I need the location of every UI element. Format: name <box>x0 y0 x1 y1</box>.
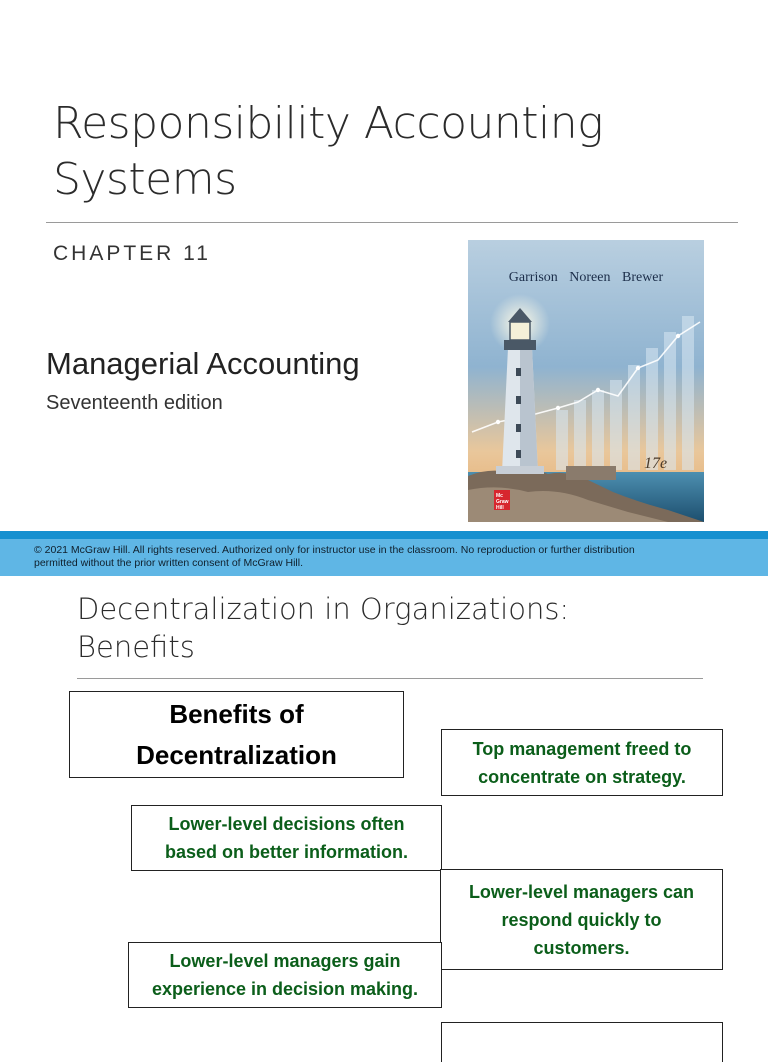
cover-authors: Garrison Noreen Brewer <box>508 270 664 285</box>
benefit-text-line: customers. <box>533 937 630 958</box>
cover-edition-mark: 17e <box>644 455 668 472</box>
copyright-line-2: permitted without the prior written consent of McGraw Hill. <box>34 557 304 569</box>
benefit-text-line: Lower-level decisions often <box>168 814 405 834</box>
book-title: Managerial Accounting <box>46 346 360 381</box>
benefit-box-experience <box>128 942 442 1008</box>
title-divider <box>77 678 703 679</box>
benefit-box-customers <box>440 869 723 970</box>
copyright-notice <box>34 544 734 570</box>
benefit-text-line: respond quickly to <box>501 909 662 930</box>
logo-line-1: Mc <box>496 493 503 499</box>
benefit-text-line: experience in decision making. <box>151 979 419 999</box>
logo-line-2: Graw <box>496 499 509 505</box>
footer-band <box>0 539 768 576</box>
slide-title-line-1: Decentralization in Organizations: <box>77 592 570 626</box>
benefit-text-line: Top management freed to <box>472 738 692 759</box>
heading-line-1: Benefits of <box>169 698 304 729</box>
slide-title <box>53 96 733 208</box>
heading-line-2: Decentralization <box>136 739 337 770</box>
benefits-heading-box <box>69 691 404 778</box>
benefit-text-line: Lower-level managers can <box>468 881 695 902</box>
slide-title-line-2: Benefits <box>77 630 195 664</box>
edition-label: Seventeenth edition <box>46 392 223 414</box>
benefit-text-line: Lower-level managers gain <box>169 951 401 971</box>
logo-line-3: Hill <box>496 505 504 511</box>
benefit-box-strategy <box>441 729 723 796</box>
benefit-box-partial <box>441 1022 723 1062</box>
chapter-label: CHAPTER 11 <box>53 242 211 265</box>
book-cover-image <box>468 240 704 522</box>
slide-title-line-1: Responsibility Accounting <box>53 98 604 149</box>
slide-title-line-2: Systems <box>53 154 237 205</box>
slide-title <box>77 590 717 666</box>
benefit-text-line: based on better information. <box>164 842 409 862</box>
copyright-line-1: © 2021 McGraw Hill. All rights reserved. Authorized only for instructor use in the classroom. No reproduction or further distribution <box>34 544 635 556</box>
benefit-box-information <box>131 805 442 871</box>
title-divider <box>46 222 738 223</box>
benefit-text-line: concentrate on strategy. <box>478 766 686 787</box>
benefits-slide <box>0 576 768 1024</box>
footer-band-accent <box>0 531 768 539</box>
